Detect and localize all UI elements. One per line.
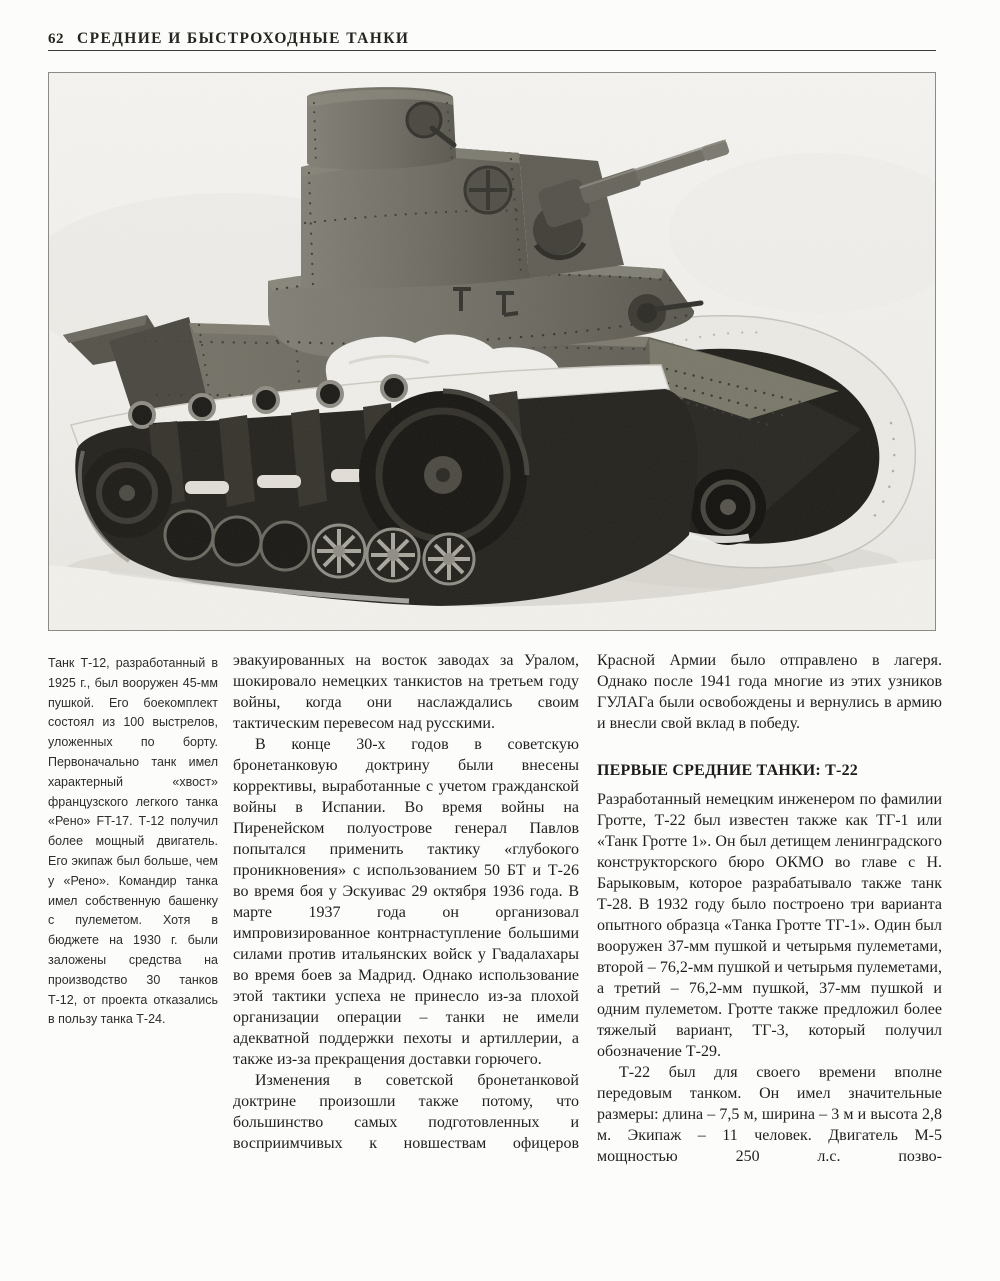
page-header-title: СРЕДНИЕ И БЫСТРОХОДНЫЕ ТАНКИ <box>77 30 410 47</box>
photo-caption-column <box>48 654 218 1030</box>
body-paragraph-continued: эвакуированных на восток заводах за Уралом, шокировало немецких танкистов на третьем году войны, когда они наслаждались своим тактическим перевесом над русскими. <box>233 652 579 732</box>
body-paragraph: Т-22 был для своего времени вполне передовым танком. Он имел значительные размеры: длина – 7,5 м, ширина – 3 м и высота 2,8 м. Экипаж – 11 человек. Двигатель М-5 мощностью 250 л.с. позво- <box>597 1064 942 1165</box>
body-paragraph: Разработанный немецким инженером по фамилии Гротте, Т-22 был известен также как ТГ-1 или «Танк Гротте 1». Он был детищем ленинградского конструкторского бюро ОКМО во главе с Н. Барыковым, которое разрабатывало также танк Т-28. В 1932 году было построено три варианта опытного образца «Танка Гротте ТГ-1». Один был вооружен 37-мм пушкой и четырьмя пулеметами, второй – 76,2-мм пушкой и четырьмя пулеметами, а третий – 76,2-мм пушкой, 37-мм пушкой и одним пулеметом. Гротте также предложил более тяжелый вариант, ТГ-3, который получил обозначение Т-29. <box>597 791 942 1060</box>
header-rule <box>48 50 936 51</box>
tank-photo <box>48 72 936 631</box>
page-number: 62 <box>48 31 64 47</box>
section-heading: ПЕРВЫЕ СРЕДНИЕ ТАНКИ: Т-22 <box>597 762 858 779</box>
body-paragraph: В конце 30-х годов в советскую бронетанковую доктрину были внесены коррективы, выработанные с учетом гражданской войны в Испании. Во время войны на Пиренейском полуострове генерал Павлов попытался применить тактику «глубокого проникновения» с использованием 50 БТ и Т-26 во время боя у Эскуивас 29 октября 1936 года. В марте 1937 года он организовал импровизированное контрнаступление большими силами против итальянских войск у Гвадалахары во время боев за Мадрид. Однако использование этой тактики успеха не принесло из-за плохой организации операции – танки не имели адекватной поддержки пехоты и артиллерии, а также из-за прекращения доставки горючего. <box>233 736 579 1068</box>
tank-photo-illustration <box>49 73 935 630</box>
middle-text-column <box>233 650 579 1154</box>
photo-caption-text: Танк Т-12, разработанный в 1925 г., был вооружен 45-мм пушкой. Его боекомплект состоял из 100 выстрелов, уложенных по борту. Первоначально танк имел характерный «хвост» французского легкого танка «Рено» FT-17. Т-12 получил более мощный двигатель. Его экипаж был больше, чем у «Рено». Командир танка имел собственную башенку с пулеметом. Хотя в бюджете на 1930 г. были заложены средства на производство 30 танков Т-12, от проекта отказались в пользу танка Т-24. <box>48 656 218 1027</box>
body-paragraph: Изменения в советской бронетанковой доктрине произошли также потому, что большинство самых подготовленных и восприимчивых к новшествам офицеров <box>233 1072 579 1152</box>
body-paragraph-continued: Красной Армии было отправлено в лагеря. Однако после 1941 года многие из этих узников ГУЛАГа были освобождены и вернулись в армию и внесли свой вклад в победу. <box>597 652 942 732</box>
right-text-column <box>597 650 942 1167</box>
page-header <box>48 30 936 48</box>
